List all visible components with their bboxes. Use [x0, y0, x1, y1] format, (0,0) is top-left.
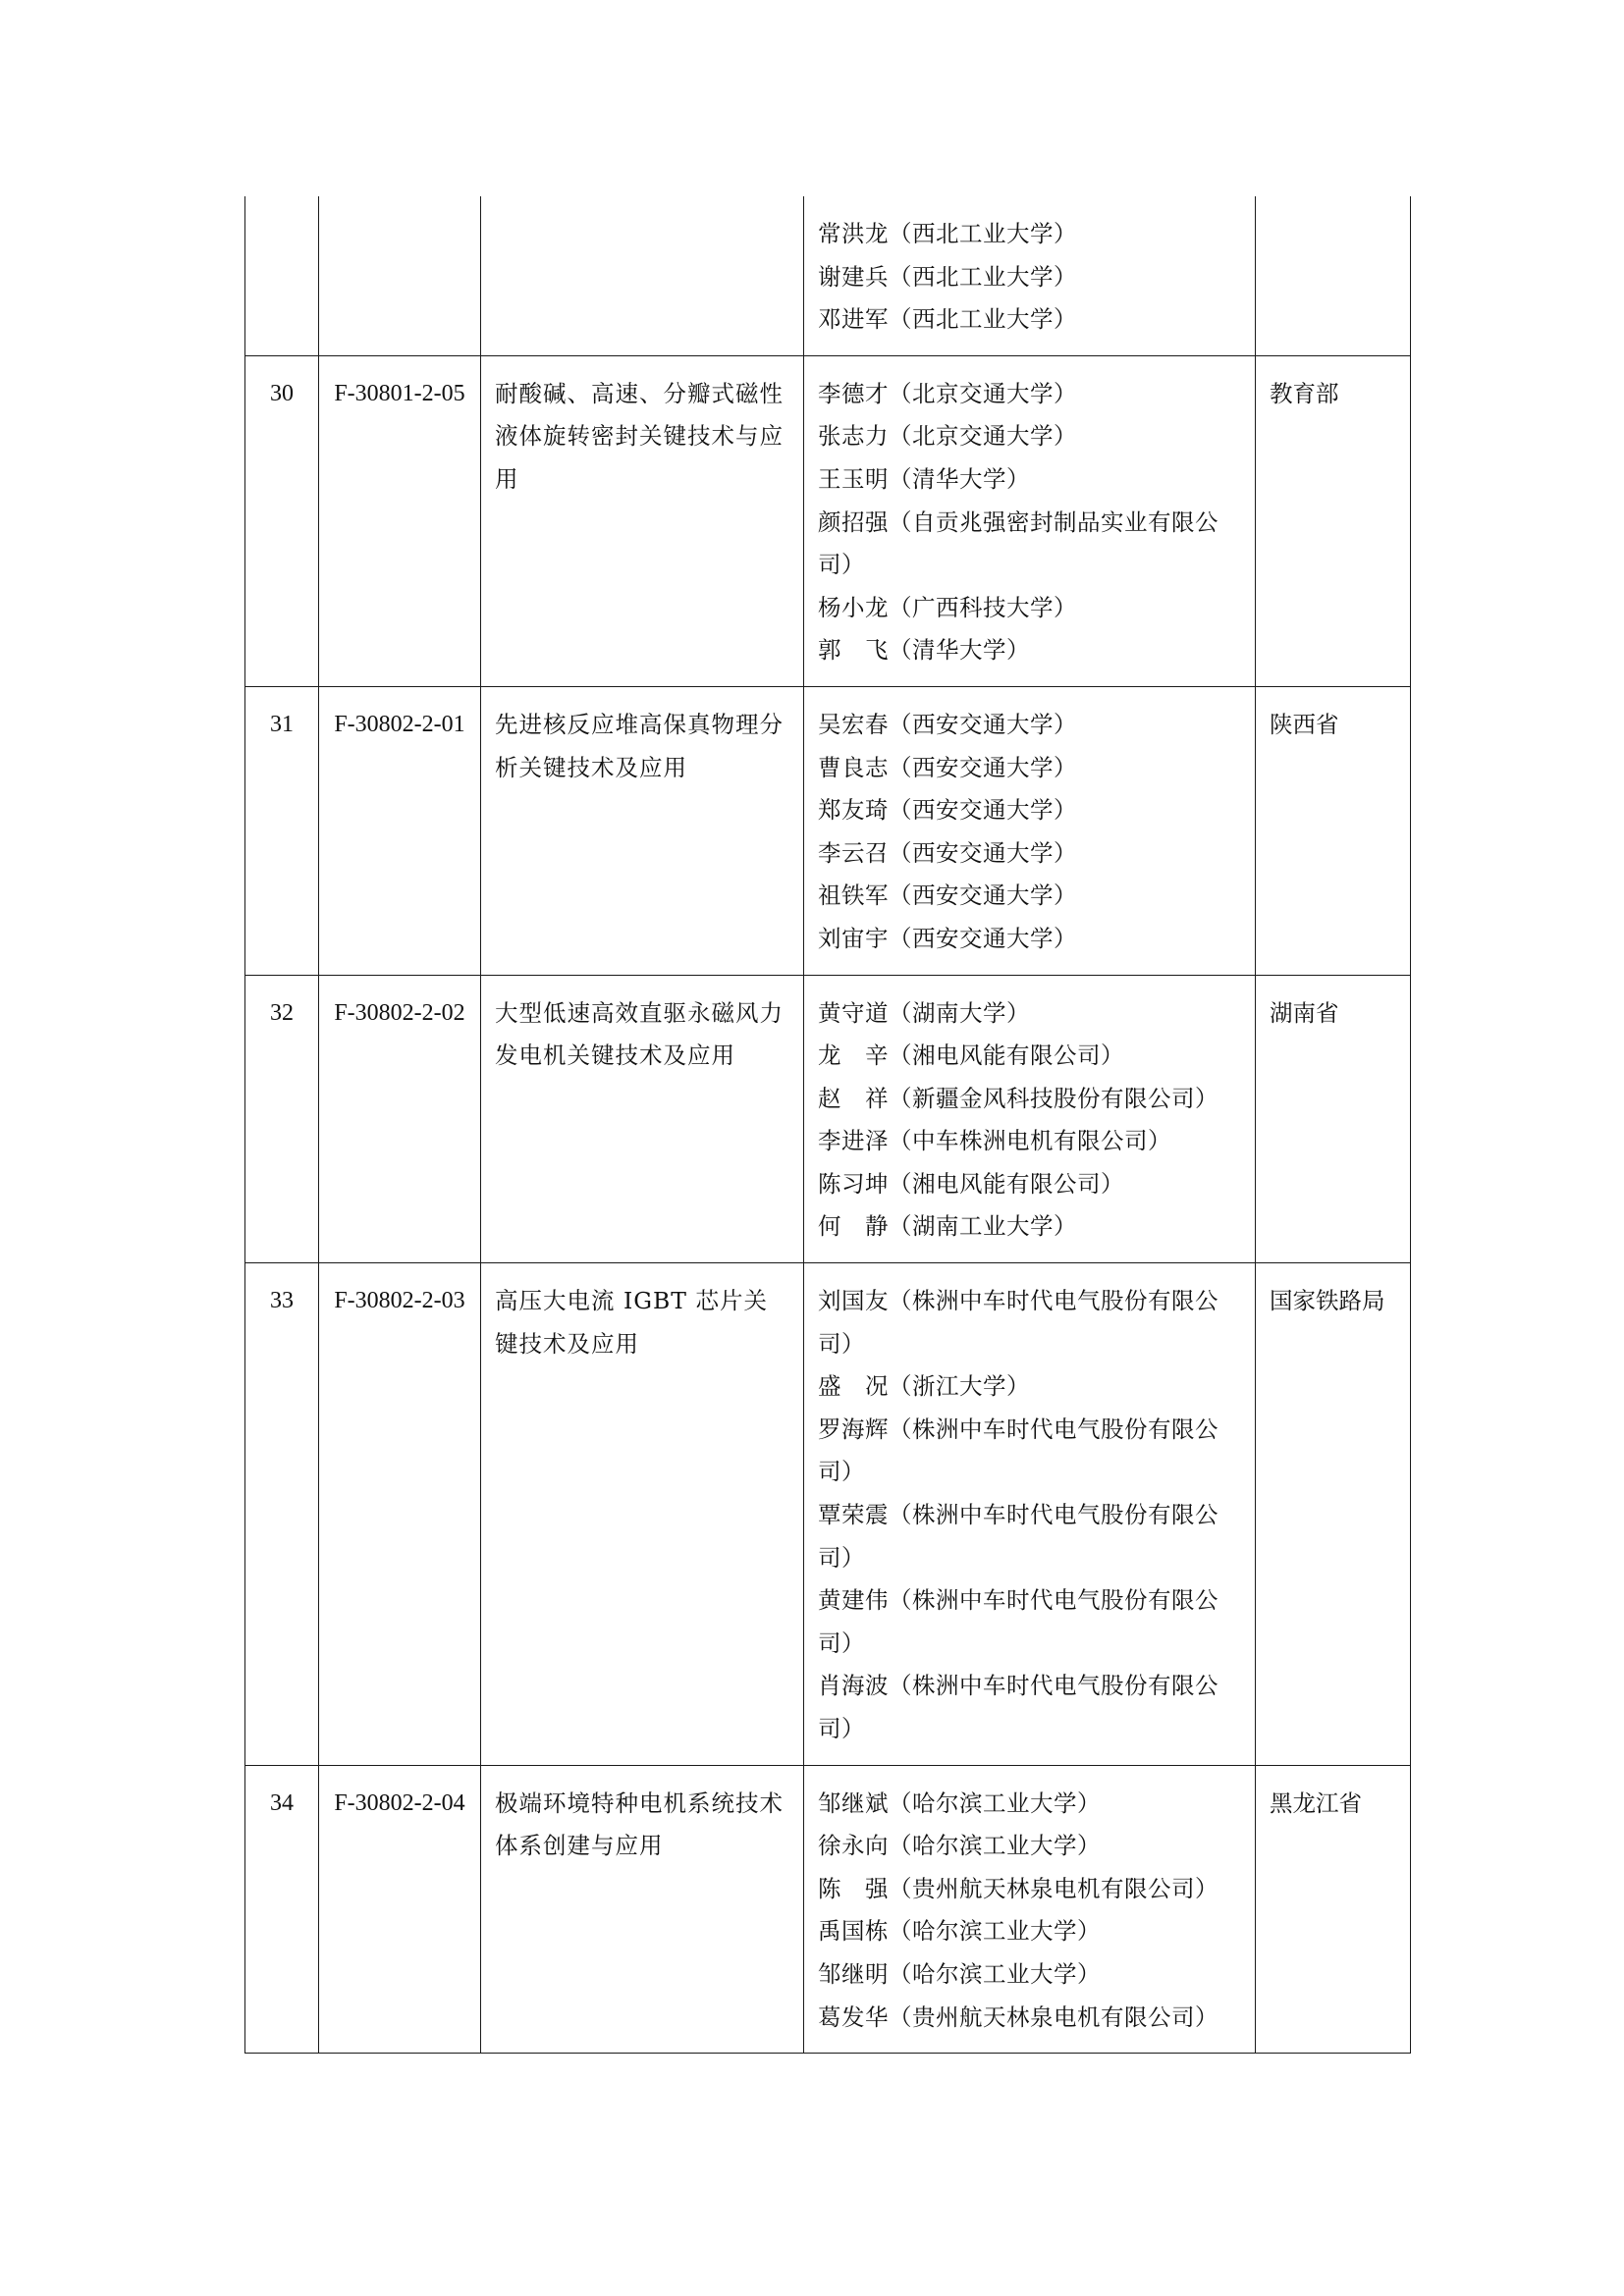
- project-code-cell: [319, 975, 481, 1263]
- completers-list: [818, 196, 1241, 355]
- completer-name: 郑友琦（西安交通大学）: [818, 796, 1077, 825]
- completers-cell: [804, 196, 1256, 355]
- completer-name: 陈 强（贵州航天林泉电机有限公司）: [818, 1874, 1218, 1902]
- project-code: F-30802-2-02: [334, 999, 465, 1026]
- nominator: 教育部: [1270, 379, 1339, 407]
- completers-list: [818, 976, 1241, 1263]
- project-code: F-30802-2-01: [334, 711, 465, 737]
- table-row: [245, 975, 1411, 1263]
- project-title-cell: [481, 1263, 804, 1766]
- project-title: 先进核反应堆高保真物理分析关键技术及应用: [495, 710, 784, 781]
- table-row: [245, 686, 1411, 975]
- awards-table-body: [245, 196, 1411, 2054]
- completer-name: 何 静（湖南工业大学）: [818, 1212, 1077, 1241]
- completer-name: 徐永向（哈尔滨工业大学）: [818, 1832, 1101, 1860]
- serial-number-cell: [245, 975, 319, 1263]
- serial-number: [245, 196, 318, 227]
- completer-name: 曹良志（西安交通大学）: [818, 753, 1077, 781]
- project-code: [323, 196, 476, 227]
- project-title-cell: [481, 355, 804, 686]
- project-title: 高压大电流 IGBT 芯片关键技术及应用: [495, 1287, 768, 1358]
- project-title: 耐酸碱、高速、分瓣式磁性液体旋转密封关键技术与应用: [495, 379, 784, 493]
- completer-name: 李云召（西安交通大学）: [818, 838, 1077, 867]
- completer-name: 郭 飞（清华大学）: [818, 636, 1030, 665]
- nominator-cell: [1256, 355, 1411, 686]
- project-title: 大型低速高效直驱永磁风力发电机关键技术及应用: [495, 998, 784, 1070]
- awards-table: [244, 196, 1411, 2054]
- completer-name: 邹继明（哈尔滨工业大学）: [818, 1959, 1101, 1988]
- completers-list: [818, 1263, 1241, 1765]
- project-code: F-30802-2-04: [334, 1789, 465, 1816]
- completer-name: 李德才（北京交通大学）: [818, 379, 1077, 407]
- completers-list: [818, 1766, 1241, 2054]
- completer-name: 盛 况（浙江大学）: [818, 1372, 1030, 1401]
- serial-number-cell: [245, 1765, 319, 2054]
- table-row: [245, 355, 1411, 686]
- nominator: 湖南省: [1270, 998, 1339, 1027]
- serial-number: 33: [270, 1288, 294, 1314]
- completer-name: 黄守道（湖南大学）: [818, 998, 1030, 1027]
- completer-name: 葛发华（贵州航天林泉电机有限公司）: [818, 2002, 1218, 2031]
- nominator-cell: [1256, 1263, 1411, 1766]
- project-title-cell: [481, 686, 804, 975]
- completer-name: 邹继斌（哈尔滨工业大学）: [818, 1789, 1101, 1817]
- completer-name: 祖铁军（西安交通大学）: [818, 881, 1077, 910]
- nominator: [1270, 196, 1396, 227]
- completer-name: 刘国友（株洲中车时代电气股份有限公司）: [818, 1287, 1218, 1358]
- serial-number-cell: [245, 196, 319, 355]
- serial-number-cell: [245, 1263, 319, 1766]
- serial-number-cell: [245, 686, 319, 975]
- table-row: [245, 1765, 1411, 2054]
- completers-cell: [804, 355, 1256, 686]
- project-code-cell: [319, 686, 481, 975]
- completer-name: 禹国栋（哈尔滨工业大学）: [818, 1917, 1101, 1946]
- completer-name: 陈习坤（湘电风能有限公司）: [818, 1169, 1124, 1198]
- table-row: [245, 196, 1411, 355]
- completer-name: 吴宏春（西安交通大学）: [818, 710, 1077, 738]
- project-code: F-30801-2-05: [334, 380, 465, 406]
- project-title: 极端环境特种电机系统技术体系创建与应用: [495, 1789, 784, 1860]
- completers-cell: [804, 1765, 1256, 2054]
- project-title-cell: [481, 975, 804, 1263]
- completer-name: 杨小龙（广西科技大学）: [818, 593, 1077, 621]
- serial-number: 34: [270, 1789, 294, 1816]
- project-code-cell: [319, 355, 481, 686]
- project-code-cell: [319, 196, 481, 355]
- serial-number: 32: [270, 999, 294, 1026]
- serial-number: 30: [270, 380, 294, 406]
- completers-cell: [804, 975, 1256, 1263]
- nominator: 陕西省: [1270, 710, 1339, 738]
- nominator-cell: [1256, 1765, 1411, 2054]
- completer-name: 张志力（北京交通大学）: [818, 422, 1077, 451]
- completers-list: [818, 687, 1241, 975]
- project-title-cell: [481, 196, 804, 355]
- completer-name: 赵 祥（新疆金风科技股份有限公司）: [818, 1084, 1218, 1112]
- completer-name: 李进泽（中车株洲电机有限公司）: [818, 1127, 1171, 1155]
- nominator-cell: [1256, 196, 1411, 355]
- completer-name: 邓进军（西北工业大学）: [818, 305, 1077, 334]
- project-code-cell: [319, 1765, 481, 2054]
- serial-number: 31: [270, 711, 294, 737]
- serial-number-cell: [245, 355, 319, 686]
- completer-name: 常洪龙（西北工业大学）: [818, 220, 1077, 247]
- completers-cell: [804, 1263, 1256, 1766]
- completer-name: 王玉明（清华大学）: [818, 464, 1030, 493]
- project-code: F-30802-2-03: [334, 1288, 465, 1314]
- project-title-cell: [481, 1765, 804, 2054]
- completer-name: 覃荣震（株洲中车时代电气股份有限公司）: [818, 1501, 1218, 1572]
- completer-name: 谢建兵（西北工业大学）: [818, 262, 1077, 291]
- nominator-cell: [1256, 975, 1411, 1263]
- nominator: 黑龙江省: [1270, 1789, 1362, 1817]
- project-code-cell: [319, 1263, 481, 1766]
- completer-name: 刘宙宇（西安交通大学）: [818, 924, 1077, 952]
- table-row: [245, 1263, 1411, 1766]
- completer-name: 龙 辛（湘电风能有限公司）: [818, 1041, 1124, 1070]
- completers-list: [818, 356, 1241, 686]
- completer-name: 肖海波（株洲中车时代电气股份有限公司）: [818, 1672, 1218, 1742]
- completers-cell: [804, 686, 1256, 975]
- nominator-cell: [1256, 686, 1411, 975]
- completer-name: 黄建伟（株洲中车时代电气股份有限公司）: [818, 1586, 1218, 1657]
- nominator: 国家铁路局: [1270, 1287, 1385, 1315]
- completer-name: 罗海辉（株洲中车时代电气股份有限公司）: [818, 1415, 1218, 1486]
- completer-name: 颜招强（自贡兆强密封制品实业有限公司）: [818, 507, 1218, 579]
